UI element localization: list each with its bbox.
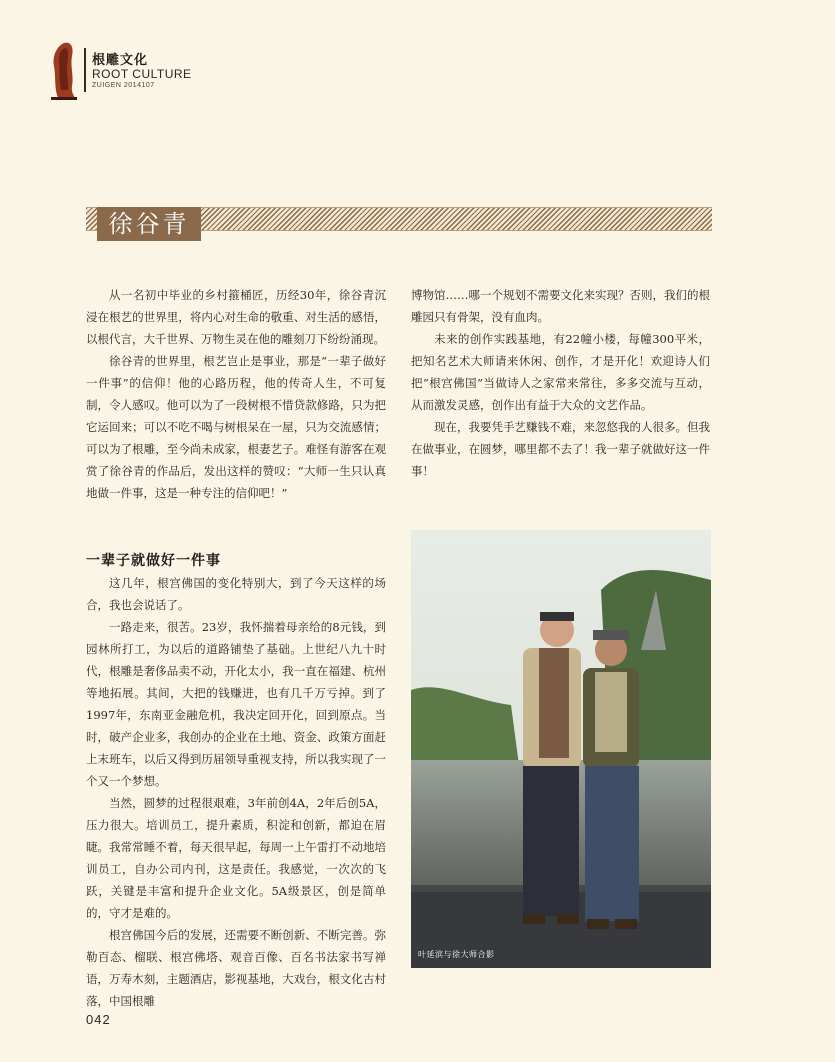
paragraph: 当然，圆梦的过程很艰难，3年前创4A，2年后创5A，压力很大。培训员工，提升素质，积淀和创新，都迫在眉睫。我常常睡不着，每天很早起，每周一上午雷打不动地培训员工，自办公司内刊，这是责任。我感觉，一次次的飞跃，关键是丰富和提升企业文化。5A级景区，创是简单的，守才是难的。 (86, 796, 386, 920)
section-heading: 一辈子就做好一件事 (86, 553, 221, 569)
column-title-cn: 根雕文化 (92, 53, 149, 68)
left-column-intro (86, 284, 386, 504)
paragraph: 一路走来，很苦。23岁，我怀揣着母亲给的8元钱，到园林所打工，为以后的道路铺垫了基础。上世纪八九十时代，根雕是奢侈品卖不动，开化太小，我一直在福建、杭州等地拓展。其间，大把的钱赚进，也有几千万亏掉。到了1997年，东南亚金融危机，我决定回开化，回到原点。当时，破产企业多，我创办的企业在土地、资金、政策方面赶上末班车，以后又得到历届领导重视支持，所以我实现了一个又一个梦想。 (86, 620, 386, 788)
page-number: 042 (86, 1012, 111, 1027)
paragraph: 博物馆……哪一个规划不需要文化来实现？否则，我们的根雕园只有骨架，没有血肉。 (411, 288, 710, 324)
right-column (411, 284, 710, 482)
root-carving-logo (48, 40, 78, 100)
paragraph: 从一名初中毕业的乡村箍桶匠，历经30年，徐谷青沉浸在根艺的世界里，将内心对生命的敬重、对生活的感悟，以根代言，大千世界、万物生灵在他的雕刻刀下纷纷涌现。 (86, 288, 386, 346)
article-title: 徐谷青 (108, 210, 190, 238)
paragraph: 徐谷青的世界里，根艺岂止是事业，那是“一辈子做好一件事”的信仰！他的心路历程，他的传奇人生，不可复制，令人感叹。他可以为了一段树根不惜贷款修路，只为把它运回来；可以不吃不喝与树根呆在一屋，只为交流感情；可以为了根雕，至今尚未成家，根妻艺子。难怪有游客在观赏了徐谷青的作品后，发出这样的赞叹：“大师一生只认真地做一件事，这是一种专注的信仰吧！” (86, 354, 386, 500)
paragraph: 根宫佛国今后的发展，还需要不断创新、不断完善。弥勒百态、榴联、根宫佛塔、观音百像、百名书法家书写禅语，万寿木刻，主题酒店，影视基地，大戏台，根文化古村落，中国根雕 (86, 928, 386, 1008)
photo-caption: 叶延滨与徐大师合影 (418, 950, 495, 959)
paragraph: 这几年，根宫佛国的变化特别大，到了今天这样的场合，我也会说话了。 (86, 576, 386, 612)
paragraph: 未来的创作实践基地，有22幢小楼，每幢300平米，把知名艺术大师请来休闲、创作，才是开化！欢迎诗人们把“根宫佛国”当做诗人之家常来常往，多多交流与互动，从而激发灵感，创作出有益于大众的文艺作品。 (411, 332, 710, 412)
issue-code: ZUIGEN 2014107 (92, 82, 155, 89)
header-divider (84, 48, 86, 92)
paragraph: 现在，我要凭手艺赚钱不难，来忽悠我的人很多。但我在做事业，在圆梦，哪里都不去了！我一辈子就做好这一件事！ (411, 420, 710, 478)
column-title-en: ROOT CULTURE (92, 67, 192, 81)
photo-two-men (411, 530, 711, 968)
left-column-section (86, 572, 386, 1012)
